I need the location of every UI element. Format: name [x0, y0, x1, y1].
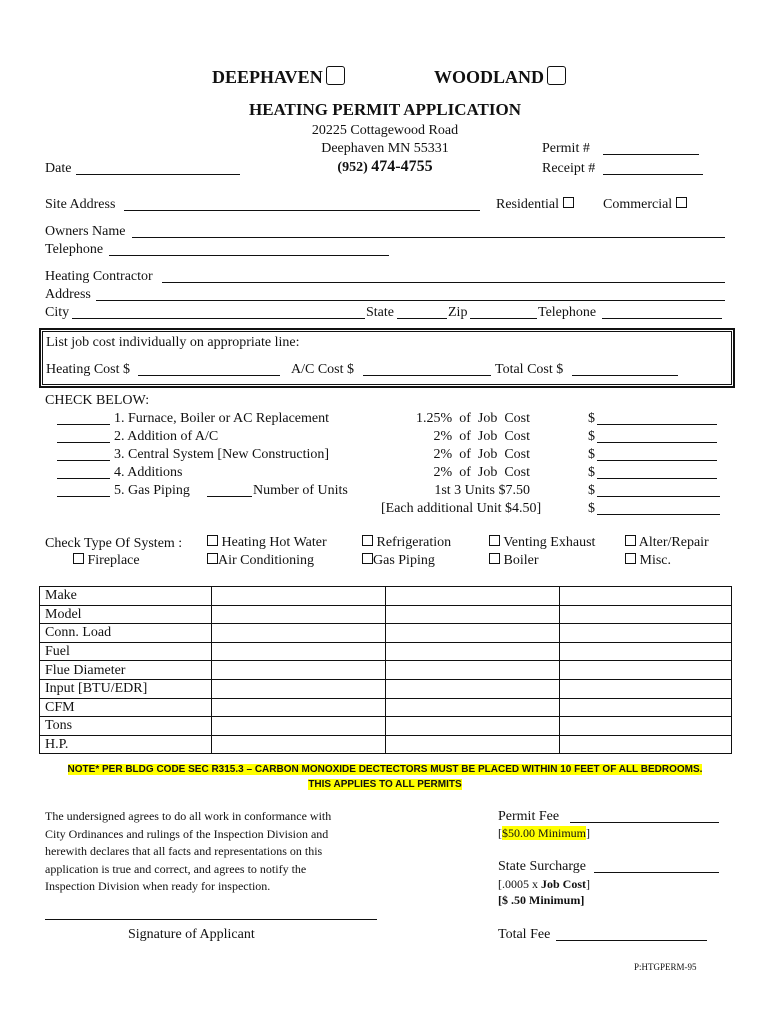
table-cell[interactable] [386, 605, 560, 624]
item-2-label: 2. Addition of A/C [114, 429, 219, 444]
table-cell[interactable] [212, 642, 386, 661]
permit-fee-minimum: [$50.00 Minimum] [498, 826, 591, 840]
co-detector-note-2 [0, 774, 770, 792]
item-2-dollar: $ [588, 429, 595, 444]
item-4-check-field[interactable] [57, 478, 110, 479]
table-row [40, 624, 732, 643]
item-5-rate: 1st 3 Units $7.50 [434, 483, 530, 498]
table-cell[interactable] [386, 679, 560, 698]
permit-number-field[interactable] [603, 154, 699, 155]
contractor-city-field[interactable] [72, 318, 365, 319]
receipt-number-label: Receipt # [542, 161, 596, 176]
gas-piping-label: Gas Piping [373, 553, 435, 568]
table-row [40, 587, 732, 606]
row-label-input: Input [BTU/EDR] [40, 679, 212, 698]
total-cost-field[interactable] [572, 375, 678, 376]
table-cell[interactable] [560, 661, 732, 680]
ac-cost-field[interactable] [363, 375, 491, 376]
option-fireplace [73, 552, 140, 570]
contractor-zip-label: Zip [448, 305, 468, 320]
table-cell[interactable] [560, 642, 732, 661]
item-1-amount-field[interactable] [597, 424, 717, 425]
contractor-telephone-label: Telephone [538, 305, 597, 320]
contractor-address-field[interactable] [96, 300, 725, 301]
option-refrigeration [362, 534, 451, 552]
number-of-units-label: Number of Units [253, 483, 348, 498]
item-1-check-field[interactable] [57, 424, 110, 425]
option-gas-piping [362, 552, 435, 570]
fireplace-checkbox[interactable] [73, 553, 84, 564]
row-label-fuel: Fuel [40, 642, 212, 661]
woodland-label: WOODLAND [434, 67, 545, 87]
table-cell[interactable] [560, 717, 732, 736]
item-5-label: 5. Gas Piping [114, 483, 190, 498]
table-cell[interactable] [560, 624, 732, 643]
agreement-line: herewith declares that all facts and representations on this [45, 844, 323, 858]
table-row [40, 642, 732, 661]
refrigeration-checkbox[interactable] [362, 535, 373, 546]
page-title: HEATING PERMIT APPLICATION [248, 100, 522, 119]
table-row [40, 679, 732, 698]
office-address-line2: Deephaven MN 55331 [321, 141, 449, 156]
total-fee-label: Total Fee [498, 927, 551, 942]
state-surcharge-field[interactable] [594, 872, 719, 873]
table-cell[interactable] [212, 735, 386, 754]
surcharge-rate: [.0005 x Job Cost] [498, 877, 591, 891]
state-surcharge-label: State Surcharge [498, 859, 586, 874]
each-additional-unit: [Each additional Unit $4.50] [381, 501, 542, 516]
woodland-checkbox[interactable] [547, 66, 566, 85]
heating-contractor-label: Heating Contractor [45, 269, 153, 284]
table-cell[interactable] [212, 661, 386, 680]
residential-checkbox[interactable] [563, 197, 574, 208]
heating-cost-label: Heating Cost $ [46, 362, 130, 377]
item-5-dollar: $ [588, 483, 595, 498]
agreement-line: application is true and correct, and agrees to notify the [45, 861, 307, 876]
option-boiler [489, 552, 539, 570]
table-cell[interactable] [212, 698, 386, 717]
permit-fee-field[interactable] [570, 822, 719, 823]
contractor-state-label: State [366, 305, 394, 320]
refrigeration-label: Refrigeration [376, 535, 452, 550]
agreement-line: Inspection Division when ready for inspection. [45, 879, 271, 893]
date-field[interactable] [76, 174, 240, 175]
heating-hot-water-checkbox[interactable] [207, 535, 218, 546]
option-heating-hot-water [207, 534, 327, 552]
table-cell[interactable] [560, 698, 732, 717]
contractor-state-field[interactable] [397, 318, 447, 319]
surcharge-rate-basis: Job Cost [541, 877, 587, 891]
form-code: P:HTGPERM-95 [634, 962, 697, 972]
item-3-label: 3. Central System [New Construction] [114, 447, 330, 462]
table-cell[interactable] [212, 605, 386, 624]
job-cost-instruction: List job cost individually on appropriate line: [46, 335, 300, 350]
item-3-dollar: $ [588, 447, 595, 462]
misc-checkbox[interactable] [625, 553, 636, 564]
item-1-label: 1. Furnace, Boiler or AC Replacement [114, 411, 329, 426]
boiler-label: Boiler [503, 553, 539, 568]
total-fee-field[interactable] [556, 940, 707, 941]
site-address-field[interactable] [124, 210, 480, 211]
row-label-flue-diameter: Flue Diameter [40, 661, 212, 680]
owner-telephone-field[interactable] [109, 255, 389, 256]
additional-unit-amount-field[interactable] [597, 514, 720, 515]
permit-number-label: Permit # [542, 141, 590, 156]
misc-label: Misc. [639, 553, 671, 568]
alter-repair-checkbox[interactable] [625, 535, 636, 546]
receipt-number-field[interactable] [603, 174, 703, 175]
item-1-rate: 1.25% of Job Cost [416, 411, 530, 426]
additional-unit-dollar: $ [588, 501, 595, 516]
table-cell[interactable] [560, 735, 732, 754]
table-cell[interactable] [560, 587, 732, 606]
table-cell[interactable] [386, 717, 560, 736]
gas-piping-checkbox[interactable] [362, 553, 373, 564]
surcharge-rate-prefix: .0005 x [502, 877, 541, 891]
office-phone-area: (952) [337, 160, 372, 175]
agreement-text [45, 808, 331, 896]
table-row [40, 735, 732, 754]
option-misc [625, 552, 671, 570]
deephaven-checkbox[interactable] [326, 66, 345, 85]
table-cell[interactable] [212, 624, 386, 643]
item-2-amount-field[interactable] [597, 442, 717, 443]
table-cell[interactable] [386, 661, 560, 680]
table-cell[interactable] [386, 587, 560, 606]
table-row [40, 605, 732, 624]
site-address-label: Site Address [45, 197, 116, 212]
item-4-label: 4. Additions [114, 465, 183, 480]
owners-name-field[interactable] [132, 237, 725, 238]
signature-label: Signature of Applicant [128, 927, 255, 942]
table-cell[interactable] [386, 624, 560, 643]
row-label-hp: H.P. [40, 735, 212, 754]
item-3-amount-field[interactable] [597, 460, 717, 461]
commercial-label: Commercial [603, 197, 673, 212]
alter-repair-label: Alter/Repair [638, 535, 709, 550]
item-1-dollar: $ [588, 411, 595, 426]
owner-telephone-label: Telephone [45, 242, 104, 257]
owners-name-label: Owners Name [45, 224, 126, 239]
option-venting-exhaust [489, 534, 595, 552]
table-cell[interactable] [386, 642, 560, 661]
header-deephaven [212, 66, 345, 88]
table-row [40, 661, 732, 680]
row-label-tons: Tons [40, 717, 212, 736]
ac-cost-label: A/C Cost $ [291, 362, 355, 377]
table-cell[interactable] [212, 717, 386, 736]
row-label-conn-load: Conn. Load [40, 624, 212, 643]
contractor-telephone-field[interactable] [602, 318, 722, 319]
total-cost-label: Total Cost $ [495, 362, 564, 377]
date-label: Date [45, 161, 72, 176]
check-below-heading: CHECK BELOW: [45, 393, 150, 408]
table-cell[interactable] [386, 698, 560, 717]
table-cell[interactable] [560, 679, 732, 698]
venting-exhaust-label: Venting Exhaust [503, 535, 596, 550]
equipment-table [39, 586, 732, 754]
contractor-address-label: Address [45, 287, 91, 302]
row-label-make: Make [40, 587, 212, 606]
table-cell[interactable] [386, 735, 560, 754]
option-air-conditioning [207, 552, 314, 570]
note-line-2: THIS APPLIES TO ALL PERMITS [308, 779, 462, 790]
venting-exhaust-checkbox[interactable] [489, 535, 500, 546]
residential-option [496, 196, 574, 214]
item-5-amount-field[interactable] [597, 496, 720, 497]
item-3-rate: 2% of Job Cost [433, 447, 530, 462]
heating-hot-water-label: Heating Hot Water [221, 535, 327, 550]
commercial-checkbox[interactable] [676, 197, 687, 208]
permit-fee-label: Permit Fee [498, 809, 560, 824]
surcharge-minimum: [$ .50 Minimum] [498, 893, 585, 907]
table-row [40, 717, 732, 736]
contractor-zip-field[interactable] [470, 318, 537, 319]
air-conditioning-checkbox[interactable] [207, 553, 218, 564]
item-5-check-field[interactable] [57, 496, 110, 497]
header-woodland [434, 66, 566, 88]
table-row [40, 698, 732, 717]
system-type-label: Check Type Of System : [45, 536, 183, 551]
office-phone [285, 158, 485, 177]
agreement-line: The undersigned agrees to do all work in conformance with [45, 809, 332, 823]
item-2-check-field[interactable] [57, 442, 110, 443]
residential-label: Residential [496, 197, 559, 212]
contractor-city-label: City [45, 305, 70, 320]
item-4-rate: 2% of Job Cost [433, 465, 530, 480]
item-4-amount-field[interactable] [597, 478, 717, 479]
air-conditioning-label: Air Conditioning [218, 553, 315, 568]
boiler-checkbox[interactable] [489, 553, 500, 564]
heating-contractor-field[interactable] [162, 282, 725, 283]
row-label-cfm: CFM [40, 698, 212, 717]
signature-field[interactable] [45, 919, 377, 920]
deephaven-label: DEEPHAVEN [212, 67, 323, 87]
heating-cost-field[interactable] [138, 375, 280, 376]
office-phone-number: 474-4755 [371, 158, 433, 175]
surcharge-minimum-value: $ .50 Minimum [502, 893, 581, 907]
item-2-rate: 2% of Job Cost [433, 429, 530, 444]
number-of-units-field[interactable] [207, 496, 252, 497]
item-4-dollar: $ [588, 465, 595, 480]
row-label-model: Model [40, 605, 212, 624]
table-cell[interactable] [560, 605, 732, 624]
permit-fee-minimum-value: $50.00 Minimum [502, 826, 587, 840]
table-cell[interactable] [212, 587, 386, 606]
commercial-option [603, 196, 687, 214]
note-line-1: NOTE* PER BLDG CODE SEC R315.3 – CARBON MONOXIDE DECTECTORS MUST BE PLACED WITHIN 10 FEET OF ALL BEDROOMS. [67, 764, 703, 775]
item-3-check-field[interactable] [57, 460, 110, 461]
office-address-line1: 20225 Cottagewood Road [311, 123, 459, 138]
table-cell[interactable] [212, 679, 386, 698]
fireplace-label: Fireplace [87, 553, 140, 568]
agreement-line: City Ordinances and rulings of the Inspection Division and [45, 826, 329, 841]
option-alter-repair [625, 534, 709, 552]
